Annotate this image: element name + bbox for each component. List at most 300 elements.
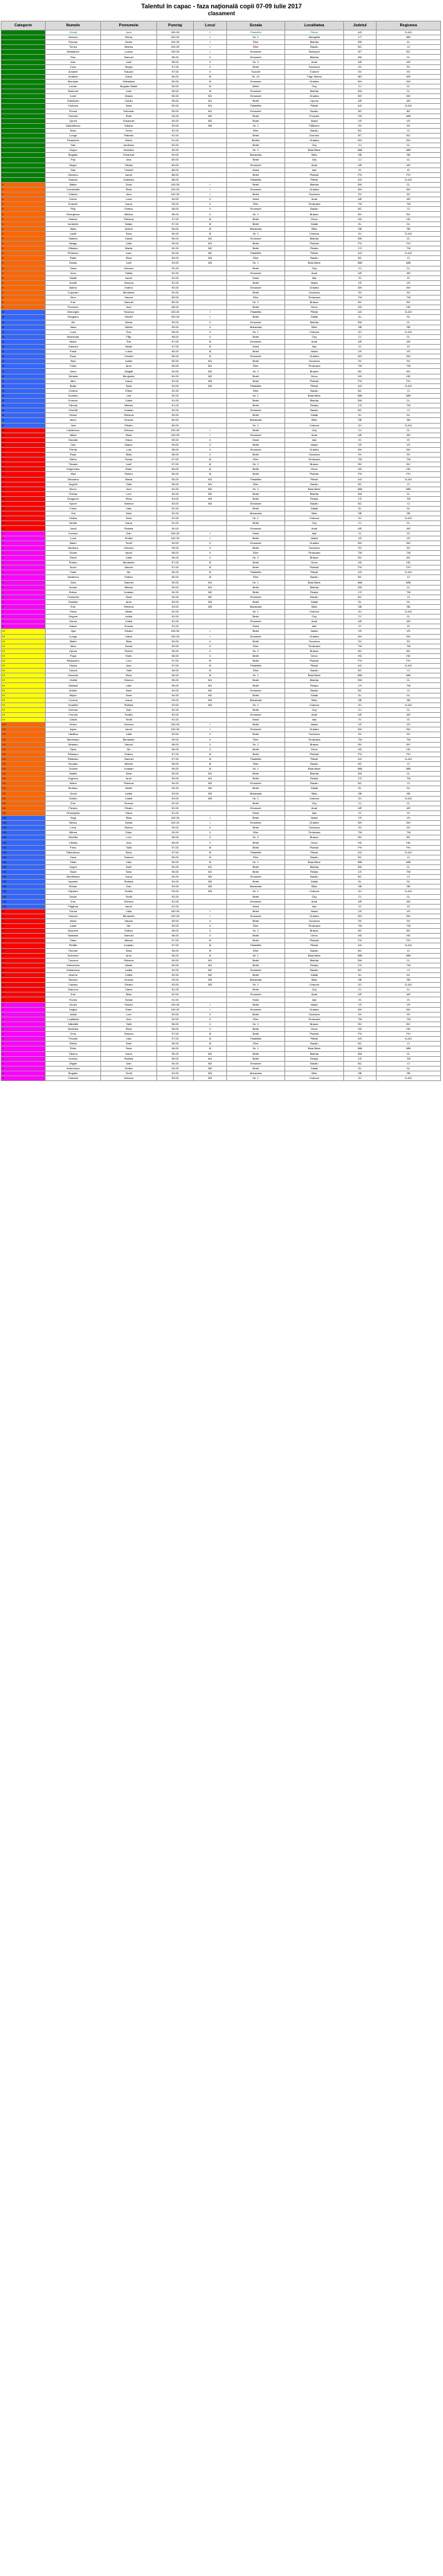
row-city: Deva (285, 747, 344, 752)
table-row (1, 428, 441, 433)
row-category: II (1, 305, 46, 310)
row-score: 100.00 (156, 30, 194, 35)
row-first-name: Hana (101, 810, 156, 815)
row-school: Emanuel (226, 541, 285, 545)
row-city: Bacău (285, 408, 344, 413)
row-last-name: Ciucă (45, 791, 100, 796)
row-school: Nr. 1 (226, 702, 285, 707)
row-school: Betel (226, 496, 285, 501)
row-city: Vaslui (285, 118, 344, 123)
row-first-name: Silas (101, 453, 156, 457)
row-region: GL (377, 880, 441, 885)
row-last-name: Mihalache (45, 50, 100, 55)
row-city: Brașov (285, 369, 344, 374)
row-first-name: Naomi (101, 918, 156, 923)
table-row (1, 801, 441, 806)
row-county: BN (343, 40, 376, 45)
table-row (1, 418, 441, 423)
row-last-name: Ursache (45, 673, 100, 678)
row-category: V (1, 565, 46, 570)
row-category: VII (1, 747, 46, 752)
table-header-row (1, 21, 441, 30)
row-county: TM (343, 296, 376, 300)
row-county: BH (343, 188, 376, 192)
row-last-name: Grosu (45, 1002, 100, 1007)
row-region: MM (377, 261, 441, 266)
row-last-name: Barbu (45, 285, 100, 290)
table-row (1, 491, 441, 496)
table-row (1, 889, 441, 894)
row-category: IV (1, 447, 46, 452)
row-place (194, 521, 226, 526)
table-row (1, 673, 441, 678)
row-city: Baia Mare (285, 860, 344, 864)
row-category: I (1, 118, 46, 123)
row-city: Oradea (285, 138, 344, 143)
row-county: GL (343, 315, 376, 320)
row-region: SV (377, 69, 441, 74)
row-county: BC (343, 575, 376, 580)
table-row (1, 924, 441, 929)
table-row (1, 963, 441, 968)
row-region: CI (377, 1061, 441, 1066)
row-last-name: Filip (45, 207, 100, 212)
row-county: SB (343, 1071, 376, 1076)
row-city: Sibiu (285, 604, 344, 609)
row-city: Oradea (285, 94, 344, 99)
row-score: 90.00 (156, 413, 194, 418)
row-last-name: Bratu (45, 383, 100, 388)
row-city: Pitești (285, 30, 344, 35)
table-row (1, 128, 441, 133)
row-city: Bacău (285, 781, 344, 786)
row-last-name: Kovacs (45, 531, 100, 536)
row-first-name: Iosua (101, 379, 156, 383)
row-first-name: David (101, 236, 156, 241)
row-school: Betel (226, 909, 285, 914)
row-score: 99.00 (156, 325, 194, 329)
row-county: DJ (343, 889, 376, 894)
row-place: M1 (194, 958, 226, 963)
row-county: CJ (343, 266, 376, 271)
row-place: II (194, 934, 226, 938)
row-region: CL (377, 399, 441, 403)
table-row (1, 467, 441, 472)
row-first-name: Sara (101, 595, 156, 599)
row-score: 94.00 (156, 880, 194, 885)
row-region: D-AG (377, 383, 441, 388)
row-category: III (1, 369, 46, 374)
row-category: II (1, 275, 46, 280)
row-school: Betel (226, 521, 285, 526)
row-last-name: Fulea (45, 610, 100, 615)
row-score: 97.00 (156, 1032, 194, 1037)
row-place (194, 275, 226, 280)
row-place (194, 266, 226, 271)
row-county: TM (343, 202, 376, 207)
row-school: Bethel (226, 138, 285, 143)
row-category: VI (1, 659, 46, 664)
row-score: 91.00 (156, 399, 194, 403)
row-school: Betel (226, 359, 285, 364)
table-row (1, 619, 441, 624)
row-county: SV (343, 826, 376, 831)
row-school: Emanuel (226, 968, 285, 972)
row-place: I (194, 1002, 226, 1007)
row-school: Filadelfia (226, 943, 285, 948)
table-row (1, 610, 441, 615)
row-score: 99.00 (156, 831, 194, 835)
row-county: CS (343, 1056, 376, 1061)
row-school: Betel (226, 266, 285, 271)
row-place: M3 (194, 796, 226, 801)
row-city: Deva (285, 561, 344, 565)
row-score: 100.00 (156, 35, 194, 40)
row-category: VIII (1, 864, 46, 869)
table-row (1, 875, 441, 880)
row-last-name: Horea (45, 619, 100, 624)
row-first-name: Lidia (101, 732, 156, 737)
row-last-name: Diaconu (45, 988, 100, 992)
col-header-numele: Numele (45, 21, 100, 30)
row-place (194, 305, 226, 310)
row-county: BC (343, 388, 376, 393)
row-county: SV (343, 639, 376, 644)
row-score: 91.00 (156, 138, 194, 143)
row-region: PH (377, 752, 441, 756)
row-school: Betel (226, 1012, 285, 1017)
row-score: 98.00 (156, 550, 194, 555)
row-last-name: Avram (45, 585, 100, 590)
row-last-name: Iliescu (45, 821, 100, 826)
row-school: Betel (226, 801, 285, 806)
row-score: 97.00 (156, 561, 194, 565)
row-score: 93.00 (156, 885, 194, 889)
row-school: Betel (226, 786, 285, 791)
row-county: CJ (343, 143, 376, 148)
row-place: M1 (194, 678, 226, 683)
row-score: 92.00 (156, 507, 194, 511)
row-category: X (1, 1007, 46, 1012)
row-county: IS (343, 624, 376, 629)
row-first-name: Ilie (101, 570, 156, 575)
row-place (194, 290, 226, 295)
row-county: BH (343, 541, 376, 545)
row-city: Tudorel (285, 69, 344, 74)
row-school: Betel (226, 350, 285, 354)
table-row (1, 742, 441, 747)
row-county: CS (343, 777, 376, 781)
row-place (194, 615, 226, 619)
row-region: PH (377, 565, 441, 570)
row-category: I (1, 153, 46, 158)
row-last-name: Ionescu (45, 35, 100, 40)
row-place: I (194, 536, 226, 541)
row-last-name: Bălan (45, 182, 100, 187)
row-school: Betel (226, 217, 285, 221)
row-score: 100.00 (156, 727, 194, 732)
row-region: CI (377, 761, 441, 766)
row-category: II (1, 300, 46, 305)
row-city: Vaslui (285, 280, 344, 285)
row-city: Vaslui (285, 909, 344, 914)
row-score: 94.00 (156, 114, 194, 118)
row-category: VII (1, 732, 46, 737)
table-row (1, 575, 441, 580)
row-school: Emanuel (226, 339, 285, 344)
row-place: II (194, 653, 226, 658)
row-category: VII (1, 777, 46, 781)
table-row (1, 1017, 441, 1022)
row-score: 97.00 (156, 69, 194, 74)
row-city: Arad (285, 713, 344, 718)
row-category: I (1, 172, 46, 177)
row-city: Cluj (285, 266, 344, 271)
row-county: AG (343, 177, 376, 182)
row-place (194, 801, 226, 806)
row-place (194, 172, 226, 177)
row-school: Maranata (226, 698, 285, 702)
row-city: Timișoara (285, 202, 344, 207)
row-score: 95.00 (156, 359, 194, 364)
table-row (1, 707, 441, 712)
row-last-name: Jitaru (45, 226, 100, 231)
table-row (1, 796, 441, 801)
row-school: Emanuel (226, 354, 285, 359)
row-region: CL (377, 428, 441, 433)
row-first-name: Daniel (101, 315, 156, 320)
row-first-name: Lucian (101, 50, 156, 55)
row-first-name: Gabriela (101, 177, 156, 182)
row-first-name: Marta (101, 246, 156, 251)
row-city: Lipova (285, 99, 344, 104)
row-school: Betel (226, 870, 285, 875)
row-region: D-AG (377, 423, 441, 428)
row-county: HD (343, 374, 376, 379)
row-county: DJ (343, 231, 376, 236)
row-region: CL (377, 521, 441, 526)
table-row (1, 653, 441, 658)
row-place: III (194, 761, 226, 766)
row-school: Betel (226, 659, 285, 664)
table-row (1, 94, 441, 99)
row-place: I (194, 40, 226, 45)
row-last-name: Gheorghiu (45, 810, 100, 815)
row-last-name: Radu (45, 256, 100, 261)
row-place: I (194, 35, 226, 40)
row-score: 96.00 (156, 354, 194, 359)
table-row (1, 732, 441, 737)
row-city: Timișoara (285, 831, 344, 835)
row-last-name: Florea (45, 997, 100, 1002)
row-school: Nr. 1 (226, 767, 285, 772)
row-place: III (194, 354, 226, 359)
row-last-name: Onu (45, 442, 100, 447)
row-first-name: Eduard (101, 69, 156, 74)
row-score: 100.00 (156, 723, 194, 727)
row-county: AR (343, 713, 376, 718)
row-place: III (194, 350, 226, 354)
row-school: Nr. 2 (226, 648, 285, 653)
row-city: Bistrița (285, 182, 344, 187)
row-last-name: Mocanu (45, 172, 100, 177)
row-last-name: Cucu (45, 64, 100, 69)
row-county: CS (343, 963, 376, 968)
row-city: Iași (285, 624, 344, 629)
row-last-name: Lăcătuș (45, 732, 100, 737)
row-category: IV (1, 457, 46, 462)
row-score: 95.00 (156, 678, 194, 683)
row-place: M1 (194, 104, 226, 109)
row-category: II (1, 242, 46, 246)
row-county: DJ (343, 423, 376, 428)
row-last-name: Enescu (45, 399, 100, 403)
row-score: 92.00 (156, 894, 194, 899)
row-county: BN (343, 320, 376, 325)
table-row (1, 541, 441, 545)
row-region: SV (377, 732, 441, 737)
row-county: DJ (343, 329, 376, 334)
row-first-name: Loida (101, 350, 156, 354)
row-score: 91.00 (156, 904, 194, 909)
row-county: SV (343, 732, 376, 737)
row-school: Betel (226, 467, 285, 472)
row-city: Ploiești (285, 938, 344, 943)
row-region: CL (377, 585, 441, 590)
row-city: Sibiu (285, 1071, 344, 1076)
row-category: X (1, 1037, 46, 1042)
row-score: 99.00 (156, 1012, 194, 1017)
table-row (1, 688, 441, 693)
row-county: IS (343, 167, 376, 172)
row-region: BH (377, 94, 441, 99)
row-last-name: Ciobanu (45, 104, 100, 109)
row-city: Sibiu (285, 791, 344, 796)
row-region: PH (377, 845, 441, 850)
row-first-name: Iudita (101, 968, 156, 972)
row-score: 93.00 (156, 791, 194, 796)
row-category: III (1, 418, 46, 423)
row-city: Pitești (285, 1037, 344, 1042)
row-category: IX (1, 943, 46, 948)
row-last-name: Zota (45, 580, 100, 585)
row-last-name: Apostol (45, 880, 100, 885)
row-city: Arad (285, 526, 344, 531)
row-last-name: Dan (45, 167, 100, 172)
row-school: Maranata (226, 418, 285, 423)
table-row (1, 702, 441, 707)
row-last-name: Lupu (45, 329, 100, 334)
table-row (1, 320, 441, 325)
row-county: DJ (343, 516, 376, 521)
table-row (1, 442, 441, 447)
row-county: BT (343, 133, 376, 138)
row-place: III (194, 938, 226, 943)
row-first-name: Dorcas (101, 624, 156, 629)
row-region: VS (377, 723, 441, 727)
row-category: VIII (1, 855, 46, 860)
row-score: 91.00 (156, 521, 194, 526)
row-category: I (1, 89, 46, 94)
row-city: Bistrița (285, 236, 344, 241)
row-region: IS (377, 810, 441, 815)
table-row (1, 821, 441, 826)
row-school: Nr. 1 (226, 329, 285, 334)
row-city: Arad (285, 197, 344, 202)
row-city: Reșița (285, 963, 344, 968)
row-school: Betel (226, 845, 285, 850)
row-school: Nr. 1 (226, 796, 285, 801)
row-first-name: Iosif (101, 261, 156, 266)
row-school: Filadelfia (226, 310, 285, 315)
row-school: Maranata (226, 791, 285, 796)
row-county: IS (343, 275, 376, 280)
row-last-name: Haiduc (45, 217, 100, 221)
row-first-name: Andreea (101, 143, 156, 148)
row-region: MM (377, 114, 441, 118)
row-place: II (194, 437, 226, 442)
row-first-name: Iulia (101, 507, 156, 511)
table-row (1, 74, 441, 79)
row-first-name: Luca (101, 197, 156, 202)
row-score: 90.00 (156, 285, 194, 290)
row-region: BV (377, 556, 441, 561)
table-row (1, 123, 441, 128)
row-first-name: Debora (101, 545, 156, 550)
row-city: Cluj (285, 707, 344, 712)
row-first-name: Simeon (101, 678, 156, 683)
table-row (1, 158, 441, 163)
row-score: 96.00 (156, 767, 194, 772)
table-row (1, 561, 441, 565)
row-category: IV (1, 496, 46, 501)
row-place: M1 (194, 364, 226, 369)
row-category: I (1, 123, 46, 128)
row-category: II (1, 251, 46, 256)
row-county: AG (343, 251, 376, 256)
row-region: MM (377, 393, 441, 398)
row-region: TM (377, 403, 441, 408)
row-first-name: Iuliana (101, 123, 156, 128)
row-city: Ploiești (285, 659, 344, 664)
row-last-name: Iordache (45, 221, 100, 226)
row-region: CI (377, 502, 441, 507)
row-category: VII (1, 727, 46, 732)
row-place: I (194, 914, 226, 918)
row-city: Bacău (285, 669, 344, 673)
table-row (1, 138, 441, 143)
row-county: SB (343, 978, 376, 983)
row-last-name: Iancu (45, 418, 100, 423)
row-last-name: Jura (45, 423, 100, 428)
row-school: Emanuel (226, 713, 285, 718)
row-region: SB (377, 325, 441, 329)
row-first-name: Elisei (101, 388, 156, 393)
row-county: BV (343, 212, 376, 217)
row-county: CS (343, 683, 376, 688)
table-row (1, 988, 441, 992)
row-category: III (1, 399, 46, 403)
row-score: 95.00 (156, 482, 194, 487)
row-category: II (1, 188, 46, 192)
row-place: II (194, 334, 226, 339)
row-county: HD (343, 747, 376, 752)
row-first-name: Ruben (101, 472, 156, 477)
row-last-name: Stanciu (45, 177, 100, 182)
row-school: Filadelfia (226, 477, 285, 482)
row-place: II (194, 835, 226, 840)
row-score: 88.00 (156, 172, 194, 177)
